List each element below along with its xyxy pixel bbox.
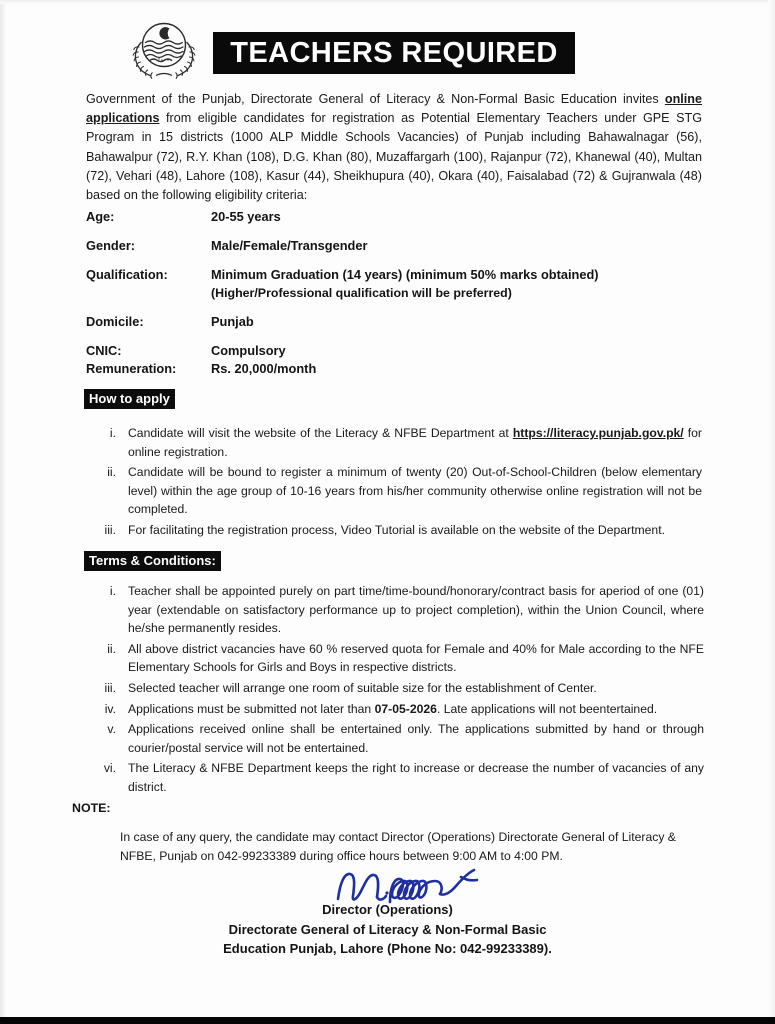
list-item-text-pre: Candidate will visit the website of the Literacy & NFBE Department at — [128, 426, 513, 440]
list-item-text: All above district vacancies have 60 % reserved quota for Female and 40% for Male according to the NFE Elementary Schools for Girls and Boys in respective districts. — [128, 641, 704, 675]
criteria-value-qualification-wrap — [211, 267, 702, 301]
list-item-number: ii. — [107, 465, 116, 480]
intro-part1: Government of the Punjab, Directorate General of Literacy & Non-Formal Basic Education invites — [86, 92, 665, 106]
list-item-number: iii. — [104, 522, 116, 537]
criteria-label-qualification: Qualification: — [86, 267, 168, 282]
criteria-value-gender: Male/Female/Transgender — [211, 238, 368, 253]
terms-and-conditions-list — [86, 582, 704, 799]
document-header — [125, 14, 685, 84]
criteria-value-remuneration: Rs. 20,000/month — [211, 361, 317, 376]
list-item-number: vi. — [103, 761, 116, 776]
list-item-number: i. — [109, 426, 116, 440]
list-item-text-post: for online registration. — [128, 426, 702, 459]
criteria-value-domicile: Punjab — [211, 314, 254, 329]
list-item-text: Candidate will be bound to register a minimum of twenty (20) Out-of-School-Children (below elementary level) within the age group of 10-16 years from his/her community otherwise online registration will not be completed. — [128, 465, 702, 517]
list-item-text — [128, 700, 704, 719]
literacy-portal-link[interactable]: https://literacy.punjab.gov.pk/ — [512, 426, 684, 440]
criteria-row-qualification — [86, 267, 702, 301]
intro-paragraph — [86, 90, 702, 205]
signatory-office-line-2: Education Punjab, Lahore (Phone No: 042-99233389). — [223, 941, 552, 956]
eligibility-criteria-list — [86, 209, 702, 377]
table-row — [86, 582, 704, 638]
list-item-number: iii. — [104, 680, 116, 695]
criteria-label-cnic: CNIC: — [86, 343, 122, 358]
intro-emphasis-online-applications: online applications — [86, 92, 702, 126]
signature-block — [0, 900, 775, 959]
list-item — [86, 424, 702, 461]
list-item-text: For facilitating the registration process, Video Tutorial is available on the website of the Department. — [128, 522, 665, 537]
table-row — [86, 679, 704, 698]
table-row — [86, 759, 704, 796]
list-item-text: The Literacy & NFBE Department keeps the right to increase or decrease the number of vacancies of any district. — [128, 761, 704, 794]
punjab-government-emblem-icon — [125, 16, 203, 82]
list-item-number: i. — [109, 584, 116, 598]
criteria-row-gender — [86, 238, 702, 254]
list-item-text: Teacher shall be appointed purely on part time/time-bound/honorary/contract basis for aperiod of one (01) year (extendable on satisfactory performance up to project completion), within the Union Council, where he/she permanently resides. — [128, 584, 704, 636]
signatory-designation: Director (Operations) — [322, 902, 453, 917]
criteria-row-age — [86, 209, 702, 225]
page-title: TEACHERS REQUIRED — [230, 36, 558, 69]
list-item-text — [128, 424, 702, 461]
intro-part2: from eligible candidates for registration as Potential Elementary Teachers under GPE STG Program in 15 districts (1000 ALP Middle Schools Vacancies) of Punjab including Bahawalnagar (56), Bahawalpur (72), R.Y. Khan (108), D.G. Khan (80), Muzaffargarh (100), Rajanpur (72), Khanewal (40), Multan (72), Vehari (48), Lahore (108), Kasur (44), Sheikhupura (40), Okara (40), Faisalabad (72) & Gujranwala (48) based on the following eligibility criteria: — [86, 111, 702, 203]
application-deadline-date: 07-05-2026 — [374, 701, 437, 716]
list-item-text: Applications received online shall be entertained only. The applications submitted by hand or through courier/postal service will not be entertained. — [128, 722, 704, 755]
criteria-value-qualification-note: (Higher/Professional qualification will be preferred) — [211, 286, 512, 300]
list-item-number: ii. — [107, 641, 116, 656]
list-item-number: v. — [107, 722, 116, 737]
signatory-office-line-1: Directorate General of Literacy & Non-Formal Basic — [228, 921, 547, 937]
list-item — [86, 521, 702, 540]
criteria-value-age: 20-55 years — [211, 209, 281, 224]
how-to-apply-list — [86, 424, 702, 542]
page-title-banner — [213, 32, 575, 74]
criteria-label-age: Age: — [86, 209, 115, 224]
table-row — [86, 700, 704, 719]
section-heading-terms-and-conditions: Terms & Conditions: — [84, 551, 221, 571]
note-body: In case of any query, the candidate may contact Director (Operations) Directorate General of Literacy & NFBE, Punjab on 042-99233389 during office hours between 9:00 AM to 4:00 PM. — [120, 830, 676, 863]
table-row — [86, 640, 704, 677]
section-heading-how-to-apply: How to apply — [84, 389, 175, 409]
criteria-label-remuneration: Remuneration: — [86, 361, 177, 376]
scan-bottom-bar — [0, 1017, 775, 1024]
criteria-label-domicile: Domicile: — [86, 314, 144, 329]
list-item-text: Selected teacher will arrange one room of suitable size for the establishment of Center. — [128, 680, 597, 695]
list-item-text-post: . Late applications will not beentertained. — [436, 701, 658, 716]
criteria-row-domicile — [86, 314, 702, 330]
criteria-label-gender: Gender: — [86, 238, 136, 253]
table-row — [86, 720, 704, 757]
criteria-value-cnic: Compulsory — [211, 343, 286, 358]
note-label: NOTE: — [72, 801, 111, 815]
list-item-text-pre: Applications must be submitted not later than — [128, 701, 375, 716]
criteria-value-qualification: Minimum Graduation (14 years) (minimum 50% marks obtained) — [211, 267, 599, 282]
criteria-row-cnic — [86, 343, 702, 359]
list-item — [86, 463, 702, 519]
criteria-row-remuneration — [86, 361, 702, 377]
list-item-number: iv. — [104, 701, 116, 716]
